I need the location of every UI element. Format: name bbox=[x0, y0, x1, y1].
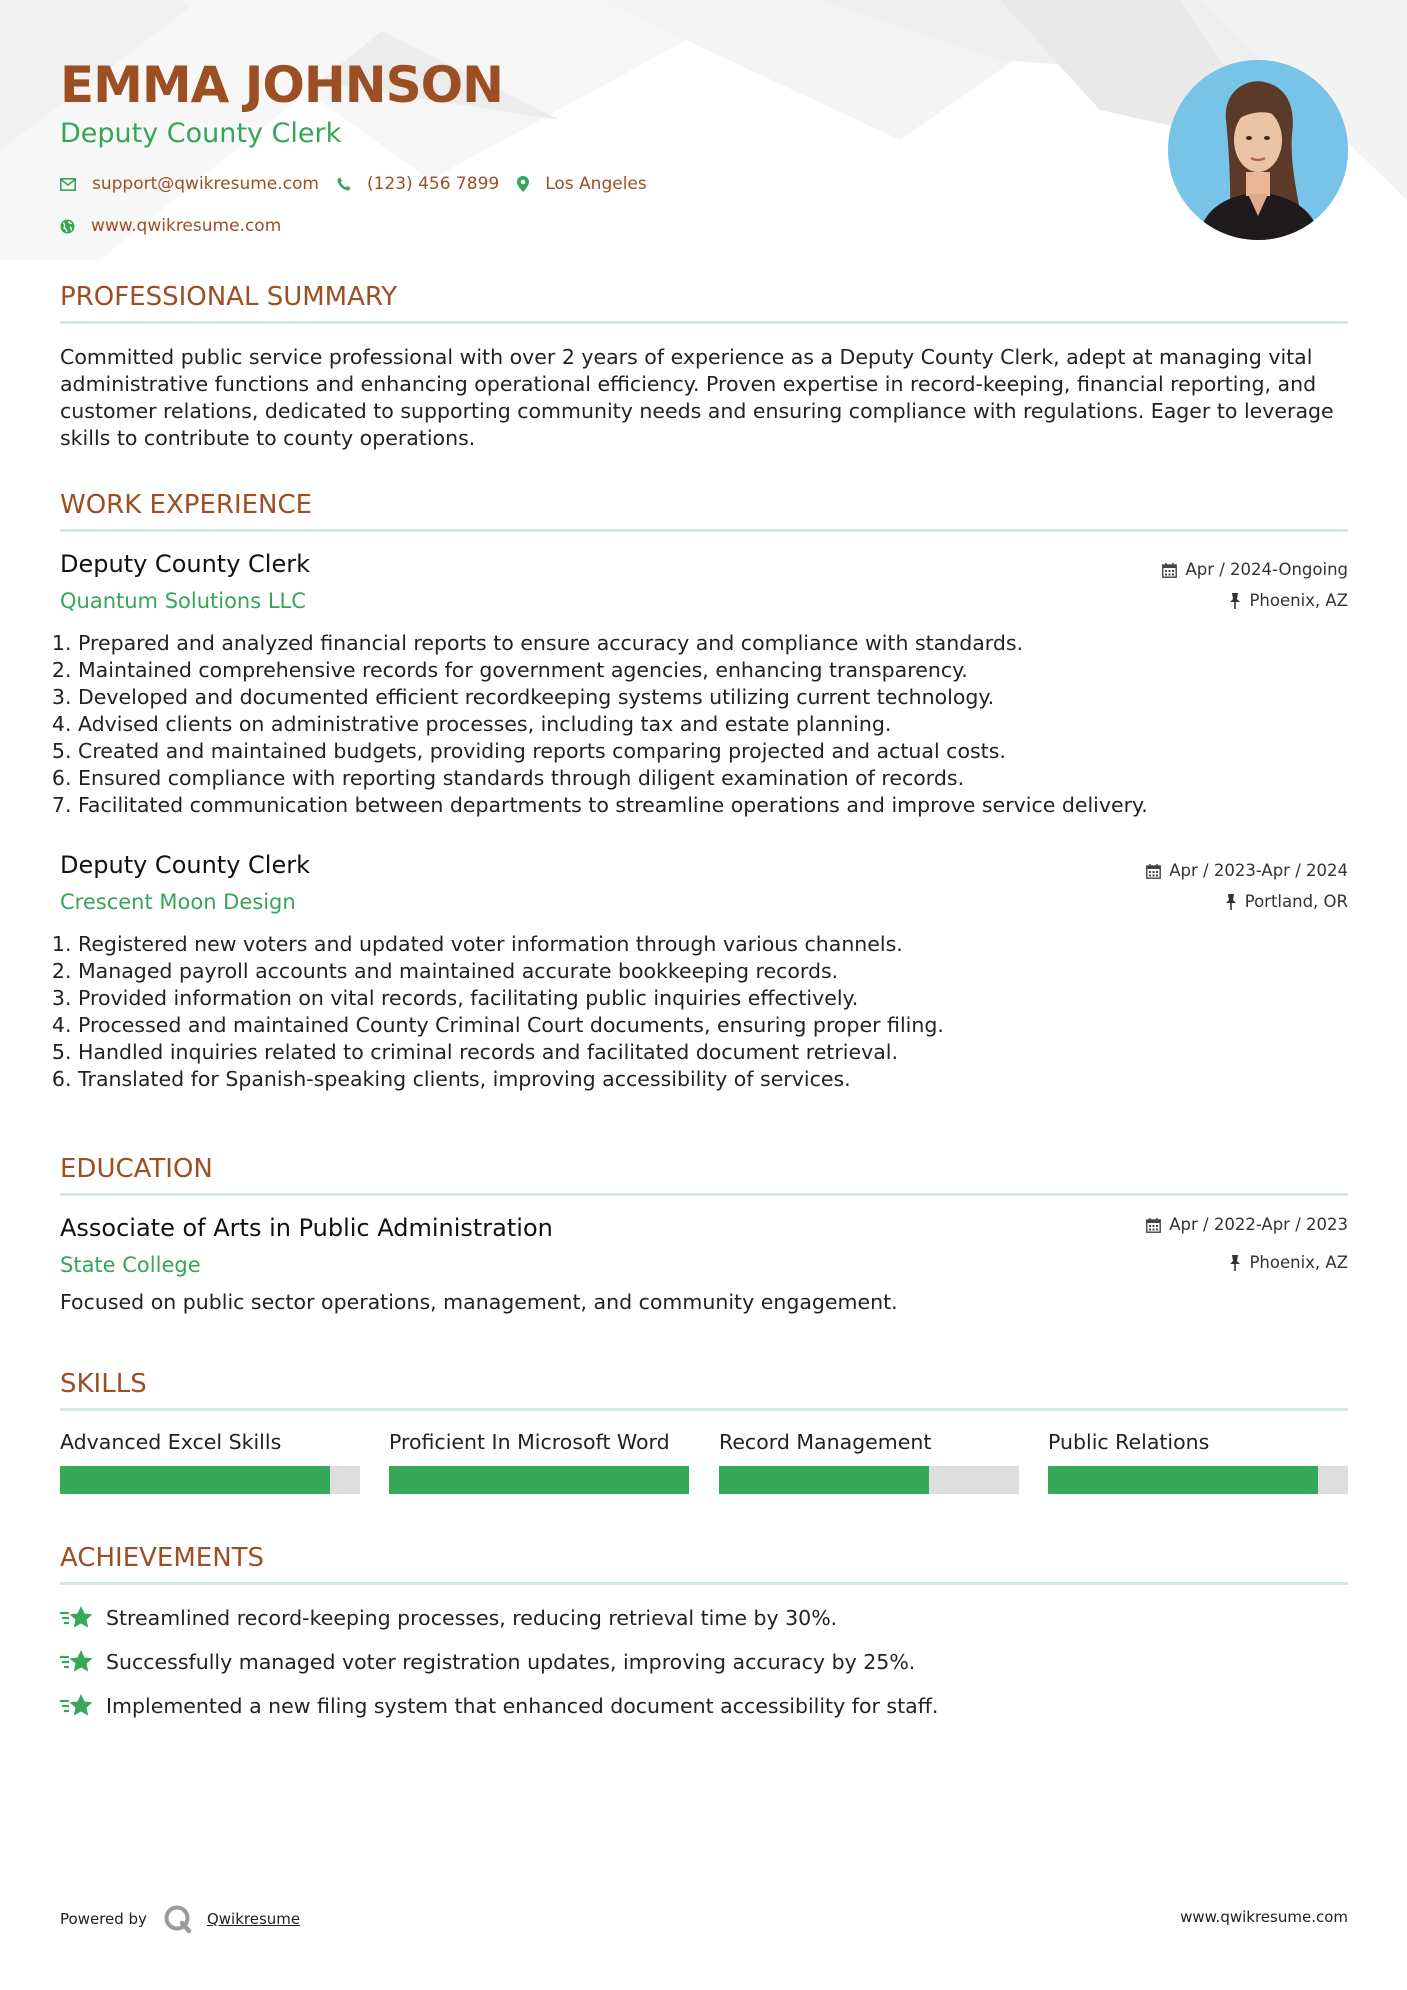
website-text: www.qwikresume.com bbox=[91, 216, 282, 236]
location-text: Los Angeles bbox=[545, 174, 647, 194]
qwikresume-brand-link[interactable]: Qwikresume bbox=[206, 1910, 301, 1928]
section-divider bbox=[60, 1582, 1348, 1585]
achievements-heading: ACHIEVEMENTS bbox=[60, 1543, 265, 1573]
phone-icon bbox=[337, 177, 351, 191]
section-divider bbox=[60, 321, 1348, 324]
job-title: Deputy County Clerk bbox=[60, 550, 310, 578]
list-item: 7. Facilitated communication between departments to streamline operations and improve service delivery. bbox=[78, 792, 1328, 819]
footer-website bbox=[1180, 1908, 1348, 1926]
website-item[interactable] bbox=[60, 216, 281, 236]
job-location bbox=[1225, 893, 1348, 911]
company-name: Quantum Solutions LLC bbox=[60, 589, 306, 613]
job-date bbox=[1162, 561, 1348, 579]
school-name: State College bbox=[60, 1253, 201, 1277]
powered-by-label: Powered by bbox=[60, 1910, 147, 1928]
contact-row-2 bbox=[60, 216, 299, 236]
pushpin-icon bbox=[1229, 1255, 1241, 1271]
job-location bbox=[1229, 592, 1348, 610]
list-item: 1. Prepared and analyzed financial reports to ensure accuracy and compliance with standards. bbox=[78, 630, 1328, 657]
qwikresume-logo-icon bbox=[163, 1904, 193, 1934]
skill-name: Record Management bbox=[719, 1430, 932, 1454]
phone-item[interactable] bbox=[337, 174, 499, 194]
experience-heading: WORK EXPERIENCE bbox=[60, 490, 313, 520]
pushpin-icon bbox=[1229, 593, 1241, 609]
skill-item bbox=[719, 1430, 1019, 1494]
skill-item bbox=[60, 1430, 360, 1494]
candidate-title: Deputy County Clerk bbox=[60, 118, 342, 149]
location-pin-icon bbox=[517, 176, 529, 192]
achievement-item bbox=[60, 1605, 837, 1631]
star-achievement-icon bbox=[60, 1605, 94, 1631]
skill-bar-track bbox=[1048, 1466, 1348, 1494]
job-title: Deputy County Clerk bbox=[60, 851, 310, 879]
phone-text: (123) 456 7899 bbox=[366, 174, 500, 194]
job-responsibilities-list bbox=[44, 931, 1328, 1093]
list-item: 4. Advised clients on administrative processes, including tax and estate planning. bbox=[78, 711, 1328, 738]
job-location-text: Portland, OR bbox=[1244, 892, 1348, 911]
job-date-text: Apr / 2023-Apr / 2024 bbox=[1169, 861, 1348, 880]
footer-powered-by bbox=[60, 1904, 300, 1934]
list-item: 3. Provided information on vital records, facilitating public inquiries effectively. bbox=[78, 985, 1328, 1012]
pushpin-icon bbox=[1225, 894, 1237, 910]
skill-item bbox=[389, 1430, 689, 1494]
skill-name: Advanced Excel Skills bbox=[60, 1430, 282, 1454]
skills-heading: SKILLS bbox=[60, 1369, 147, 1399]
achievement-text: Implemented a new filing system that enhanced document accessibility for staff. bbox=[106, 1694, 939, 1718]
list-item: 3. Developed and documented efficient recordkeeping systems utilizing current technology. bbox=[78, 684, 1328, 711]
section-divider bbox=[60, 1193, 1348, 1196]
globe-icon bbox=[60, 219, 75, 234]
skill-name: Public Relations bbox=[1048, 1430, 1210, 1454]
education-location bbox=[1229, 1254, 1348, 1272]
education-date bbox=[1146, 1216, 1348, 1234]
achievement-text: Successfully managed voter registration updates, improving accuracy by 25%. bbox=[106, 1650, 916, 1674]
job-location-text: Phoenix, AZ bbox=[1249, 591, 1348, 610]
star-achievement-icon bbox=[60, 1649, 94, 1675]
skill-bar-track bbox=[60, 1466, 360, 1494]
list-item: 6. Translated for Spanish-speaking clients, improving accessibility of services. bbox=[78, 1066, 1328, 1093]
skill-name: Proficient In Microsoft Word bbox=[389, 1430, 670, 1454]
achievement-text: Streamlined record-keeping processes, reducing retrieval time by 30%. bbox=[106, 1606, 838, 1630]
list-item: 5. Created and maintained budgets, providing reports comparing projected and actual costs. bbox=[78, 738, 1328, 765]
job-date-text: Apr / 2024-Ongoing bbox=[1185, 560, 1348, 579]
star-achievement-icon bbox=[60, 1693, 94, 1719]
email-text: support@qwikresume.com bbox=[92, 174, 319, 194]
list-item: 1. Registered new voters and updated voter information through various channels. bbox=[78, 931, 1328, 958]
company-name: Crescent Moon Design bbox=[60, 890, 296, 914]
summary-heading: PROFESSIONAL SUMMARY bbox=[60, 282, 398, 312]
calendar-icon bbox=[1162, 563, 1177, 578]
skill-bar-fill bbox=[719, 1466, 929, 1494]
summary-text: Committed public service professional with over 2 years of experience as a Deputy County Clerk, adept at managing vital administrative functions and enhancing operational efficiency. Proven expertise in record-keeping, financial reporting, and customer relations, dedicated to supporting community needs and ensuring compliance with regulations. Eager to leverage skills to contribute to county operations. bbox=[60, 345, 1334, 450]
candidate-name: EMMA JOHNSON bbox=[60, 56, 503, 114]
mail-icon bbox=[60, 178, 76, 191]
list-item: 6. Ensured compliance with reporting standards through diligent examination of records. bbox=[78, 765, 1328, 792]
calendar-icon bbox=[1146, 1218, 1161, 1233]
skill-bar-fill bbox=[389, 1466, 689, 1494]
location-item bbox=[517, 174, 647, 194]
section-divider bbox=[60, 1408, 1348, 1411]
skill-bar-track bbox=[719, 1466, 1019, 1494]
education-date-text: Apr / 2022-Apr / 2023 bbox=[1169, 1215, 1348, 1234]
achievement-item bbox=[60, 1693, 938, 1719]
list-item: 2. Managed payroll accounts and maintained accurate bookkeeping records. bbox=[78, 958, 1328, 985]
degree-title: Associate of Arts in Public Administration bbox=[60, 1214, 553, 1242]
skill-bar-track bbox=[389, 1466, 689, 1494]
section-divider bbox=[60, 529, 1348, 532]
skill-bar-fill bbox=[1048, 1466, 1318, 1494]
calendar-icon bbox=[1146, 864, 1161, 879]
list-item: 4. Processed and maintained County Criminal Court documents, ensuring proper filing. bbox=[78, 1012, 1328, 1039]
footer-website-link[interactable]: www.qwikresume.com bbox=[1180, 1908, 1348, 1926]
list-item: 5. Handled inquiries related to criminal records and facilitated document retrieval. bbox=[78, 1039, 1328, 1066]
education-location-text: Phoenix, AZ bbox=[1249, 1253, 1348, 1272]
achievement-item bbox=[60, 1649, 915, 1675]
skill-bar-fill bbox=[60, 1466, 330, 1494]
job-date bbox=[1146, 862, 1348, 880]
contact-row-1 bbox=[60, 174, 665, 194]
skill-item bbox=[1048, 1430, 1348, 1494]
email-item[interactable] bbox=[60, 174, 319, 194]
list-item: 2. Maintained comprehensive records for government agencies, enhancing transparency. bbox=[78, 657, 1328, 684]
education-description: Focused on public sector operations, management, and community engagement. bbox=[60, 1290, 898, 1314]
profile-photo bbox=[1168, 60, 1348, 240]
education-heading: EDUCATION bbox=[60, 1154, 213, 1184]
job-responsibilities-list bbox=[44, 630, 1328, 819]
